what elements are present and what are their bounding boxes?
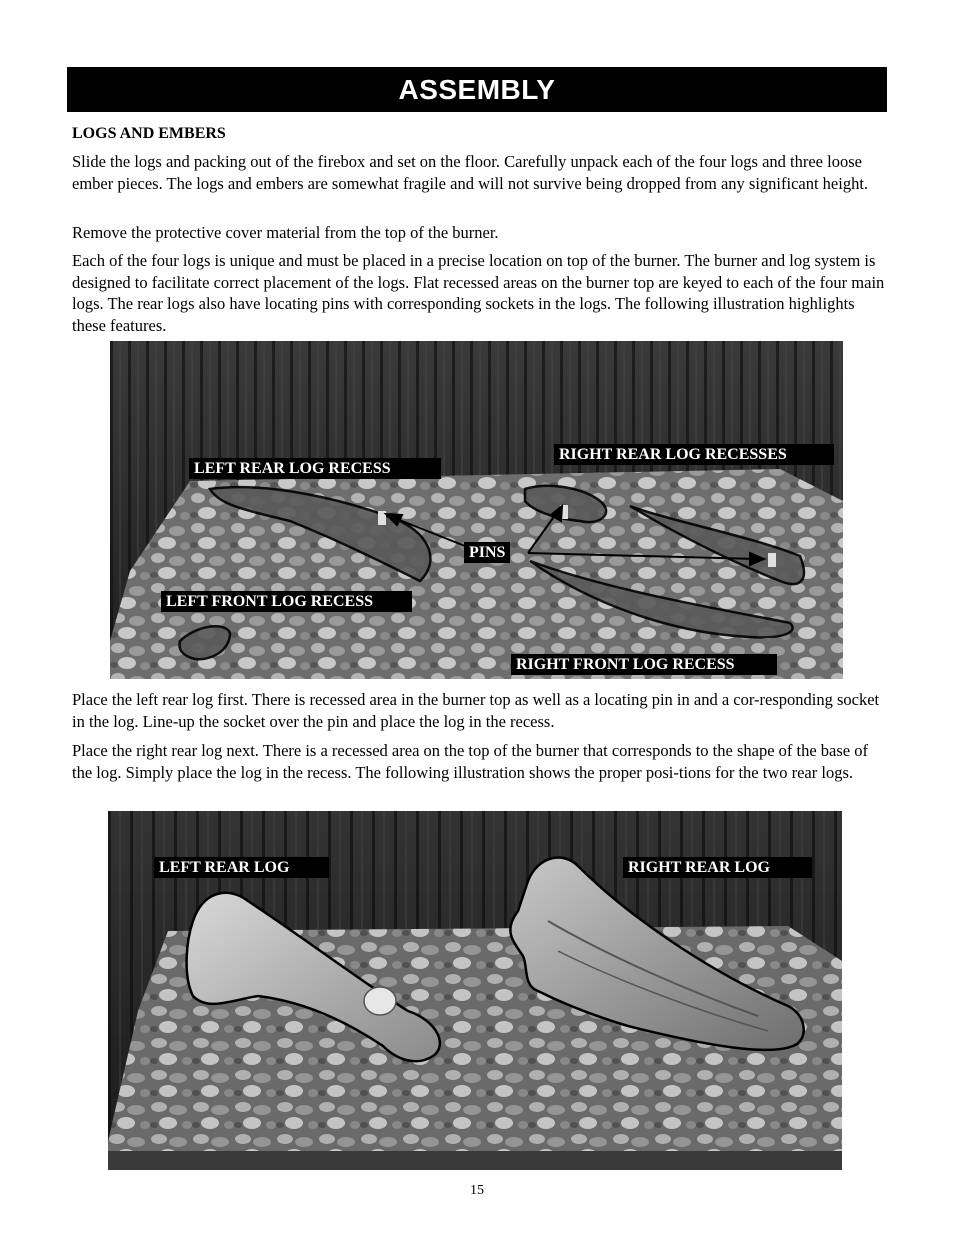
section-title-bar xyxy=(67,67,887,112)
paragraph-remove-cover: Remove the protective cover material from the top of the burner. xyxy=(72,223,499,242)
rear-logs-photo xyxy=(108,811,842,1170)
right-pin-marker-2 xyxy=(768,553,776,567)
subsection-heading: LOGS AND EMBERS xyxy=(72,125,226,142)
label-left-rear-log: LEFT REAR LOG xyxy=(154,857,329,878)
burner-recess-illustration xyxy=(110,341,843,679)
label-left-front-log-recess: LEFT FRONT LOG RECESS xyxy=(161,591,412,612)
page-number: 15 xyxy=(470,1183,484,1198)
paragraph-placement: Each of the four logs is unique and must be placed in a precise location on top of the burner. The burner and log system is designed to facilitate correct placement of the logs. Flat recessed areas on the burner top are keyed to each of the four main logs. The rear logs also have locating pins with corresponding sockets in the logs. The following illustration highlights these features. xyxy=(72,251,885,336)
label-right-rear-log-recesses: RIGHT REAR LOG RECESSES xyxy=(554,444,834,465)
label-pins: PINS xyxy=(464,542,510,563)
section-title: ASSEMBLY xyxy=(398,73,556,105)
label-right-rear-log: RIGHT REAR LOG xyxy=(623,857,812,878)
label-left-rear-log-recess: LEFT REAR LOG RECESS xyxy=(189,458,441,479)
paragraph-left-rear-log: Place the left rear log first. There is recessed area in the burner top as well as a locating pin in and a cor-responding socket in the log. Line-up the socket over the pin and place the log in the recess. xyxy=(72,690,880,731)
paragraph-right-rear-log: Place the right rear log next. There is a recessed area on the top of the burner that corresponds to the shape of the base of the log. Simply place the log in the recess. The following illustration shows the proper posi-tions for the two rear logs. xyxy=(72,741,868,782)
label-right-front-log-recess: RIGHT FRONT LOG RECESS xyxy=(511,654,777,675)
paragraph-unpack: Slide the logs and packing out of the firebox and set on the floor. Carefully unpack each of the four logs and three loose ember pieces. The logs and embers are somewhat fragile and will not survive being dropped from any significant height. xyxy=(72,152,869,193)
burner-recess-photo xyxy=(110,341,843,679)
